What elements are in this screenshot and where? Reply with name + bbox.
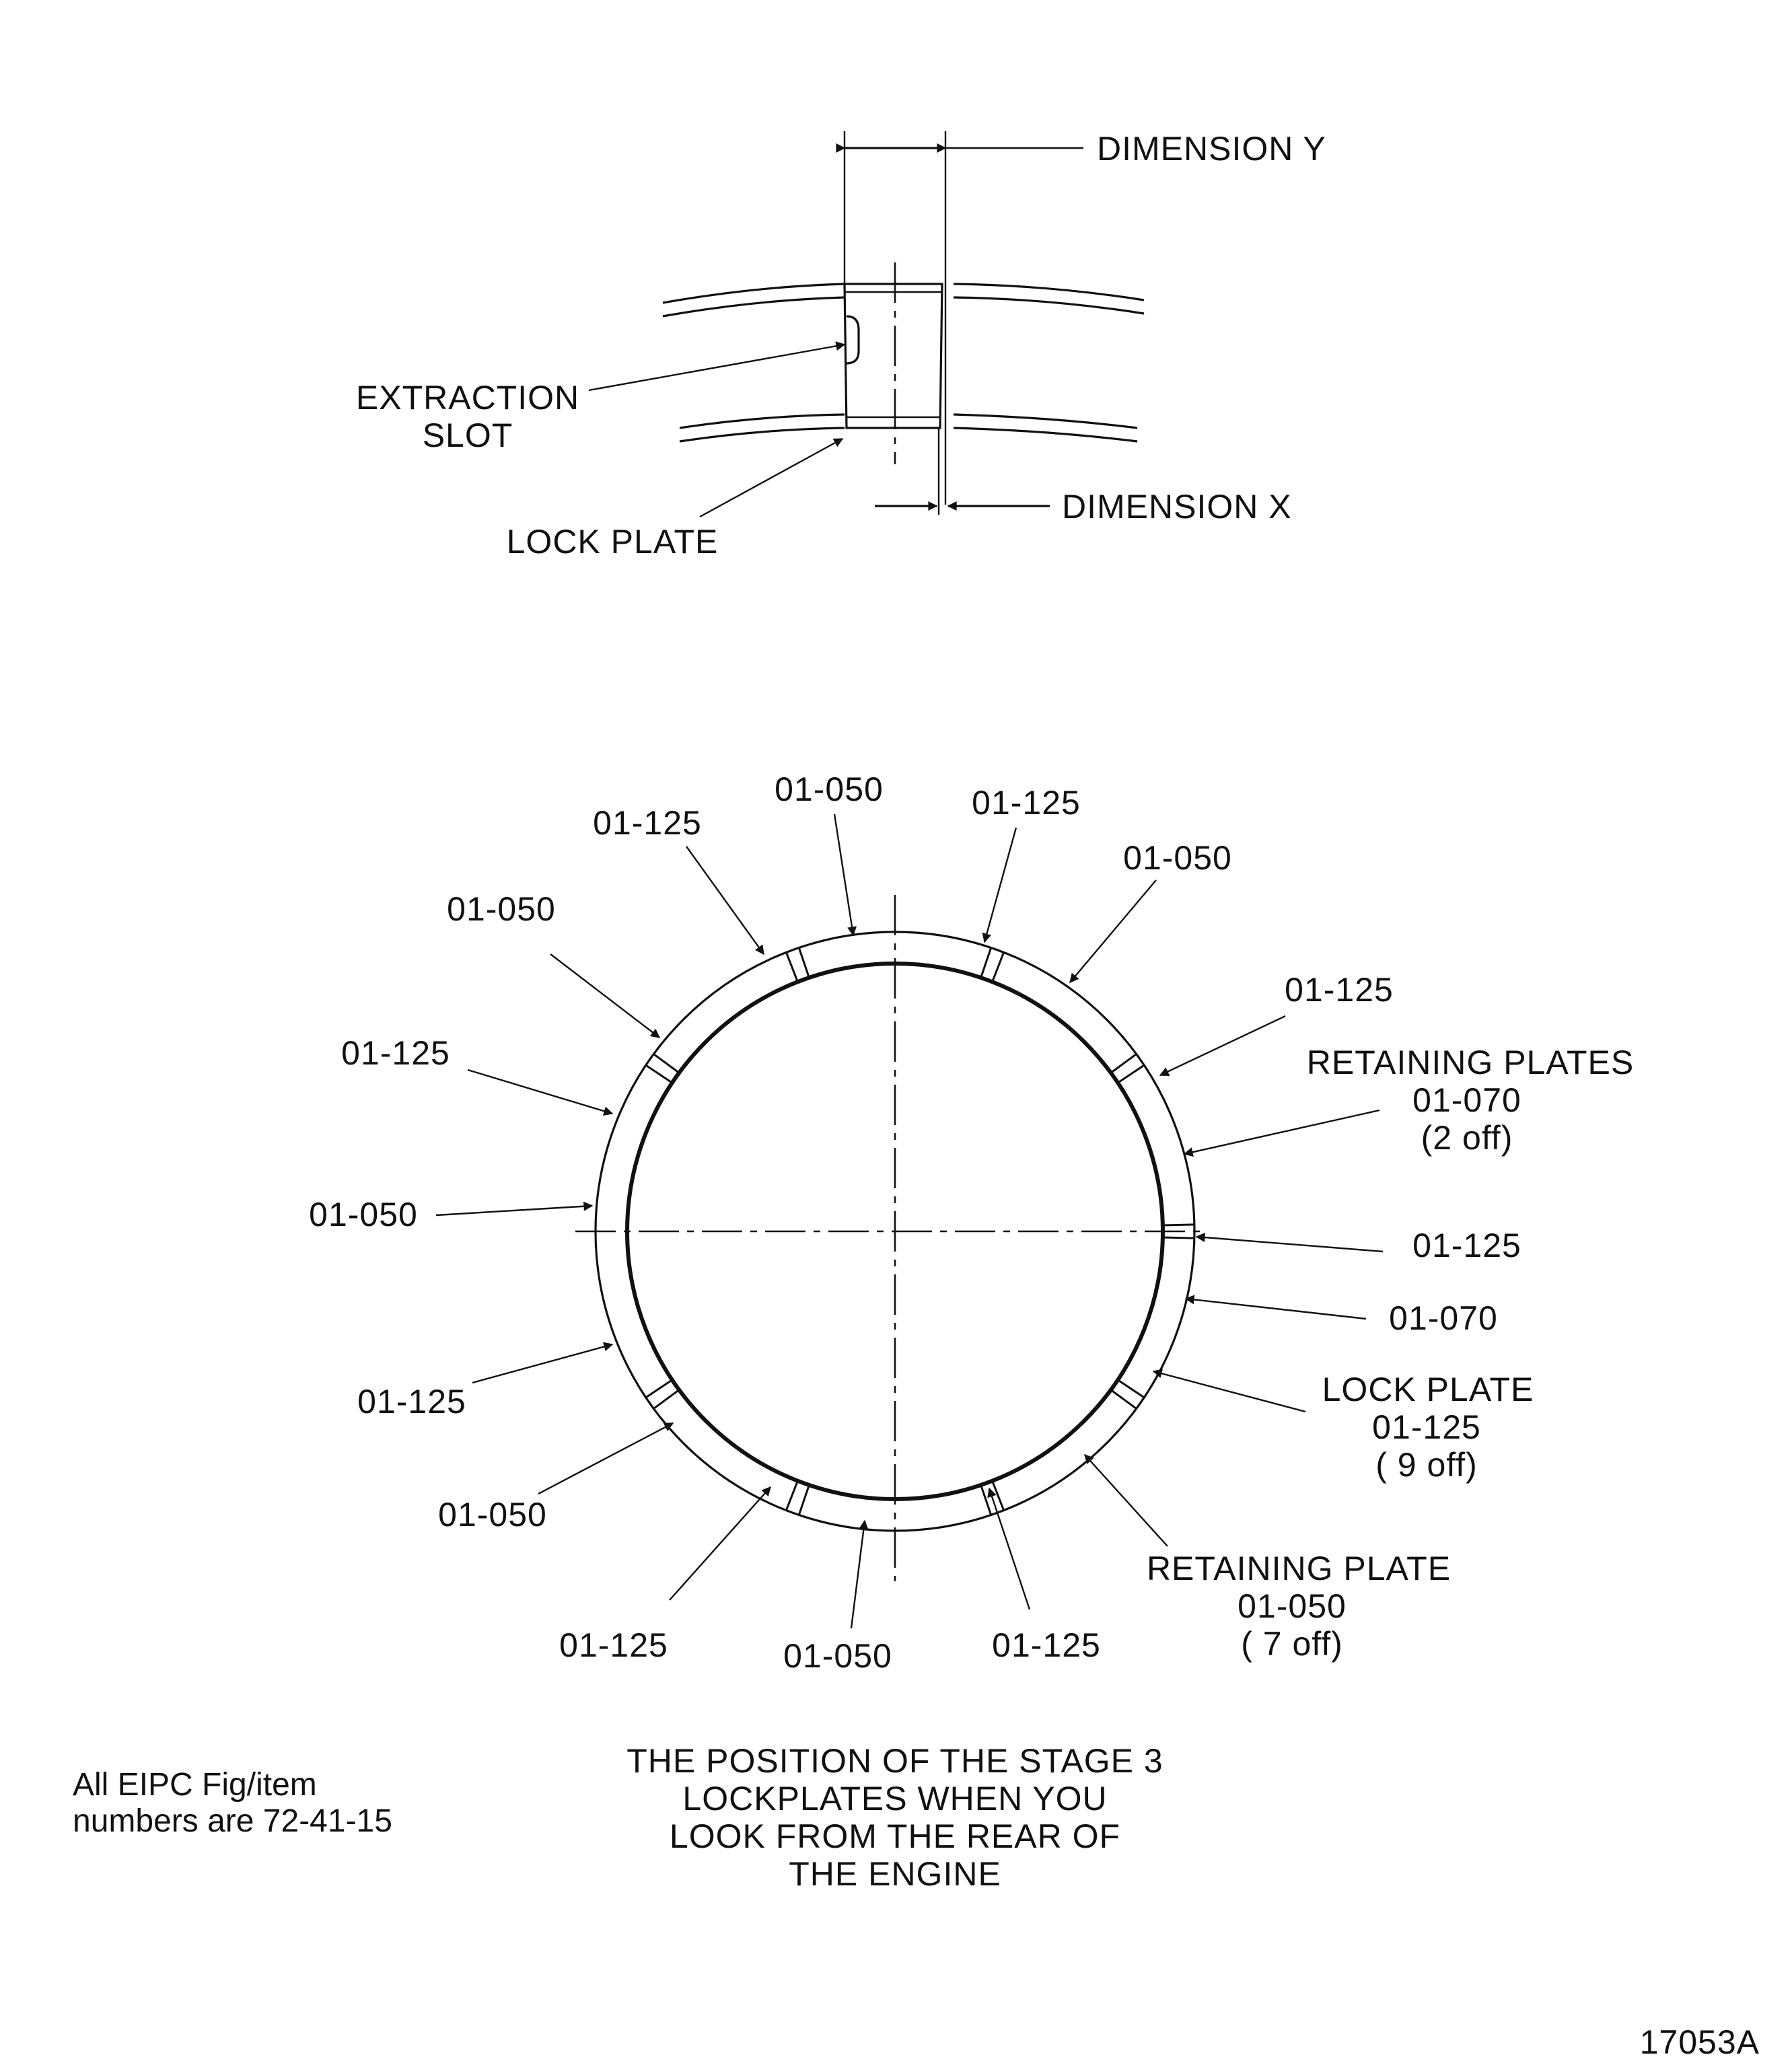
lock-plate-mark-8-1: [653, 1054, 679, 1073]
callout-retaining-plates-title: RETAINING PLATES: [1306, 1044, 1635, 1081]
leader-bottom-left-125: [670, 1487, 770, 1600]
label-left-125-a: 01-125: [341, 1034, 450, 1072]
caption-line-1: THE POSITION OF THE STAGE 3: [626, 1742, 1163, 1780]
caption-line-2: LOCKPLATES WHEN YOU: [682, 1780, 1108, 1817]
detail-arc-outer-1-left: [663, 284, 845, 303]
leader-retaining-plate-050: [1085, 1455, 1168, 1546]
detail-arc-inner-1-left: [680, 414, 845, 428]
lock-plate-mark-4-0: [1118, 1380, 1144, 1398]
label-right-125-a: 01-125: [1285, 971, 1394, 1009]
label-bottom-left-125: 01-125: [559, 1626, 668, 1664]
callout-lock-plate-number: 01-125: [1372, 1408, 1481, 1446]
lock-plate-mark-0-0: [786, 952, 797, 982]
callout-lock-plate-count: ( 9 off): [1375, 1446, 1478, 1484]
extraction-slot-label-1: EXTRACTION: [355, 379, 580, 417]
caption-line-3: LOOK FROM THE REAR OF: [669, 1817, 1121, 1855]
leader-right-070: [1186, 1299, 1366, 1319]
lock-plate-mark-2-0: [1111, 1054, 1137, 1073]
lock-plate-mark-7-1: [646, 1380, 672, 1398]
lock-plate-mark-6-0: [799, 1485, 809, 1515]
extraction-slot-shape: [847, 316, 859, 363]
lock-plate-mark-2-1: [1118, 1065, 1144, 1083]
callout-retaining-plate-title: RETAINING PLATE: [1146, 1550, 1451, 1587]
lock-plate-mark-7-0: [653, 1390, 679, 1409]
lock-plate-leader: [700, 439, 843, 517]
label-right-070: 01-070: [1389, 1299, 1498, 1337]
label-top-right-125: 01-125: [972, 784, 1081, 822]
detail-arc-inner-2-left: [680, 428, 845, 441]
callout-retaining-plates-number: 01-070: [1412, 1081, 1521, 1119]
callout-lock-plate-title: LOCK PLATE: [1322, 1371, 1534, 1408]
lock-plate-mark-1-1: [993, 952, 1004, 982]
lock-plate-mark-6-1: [786, 1481, 797, 1511]
detail-lock-plate-label: LOCK PLATE: [506, 523, 719, 561]
callouts: [1147, 1044, 1634, 1663]
caption-line-4: THE ENGINE: [789, 1855, 1001, 1893]
label-bottom-050: 01-050: [783, 1637, 892, 1675]
leader-top-050: [834, 814, 853, 935]
label-top-050: 01-050: [775, 770, 884, 808]
leader-top-right-125: [984, 828, 1016, 942]
dimension-y-label: DIMENSION Y: [1097, 130, 1326, 168]
detail-arc-outer-2-right: [954, 297, 1144, 314]
callout-retaining-plate-number: 01-050: [1238, 1587, 1347, 1625]
figure-caption: [626, 1742, 1163, 1893]
ring-labels: [309, 770, 1521, 1675]
lock-plate-mark-0-1: [799, 948, 809, 978]
extraction-slot-leader: [589, 345, 845, 390]
lock-plate-mark-3-1: [1163, 1237, 1194, 1238]
dimension-x-label: DIMENSION X: [1062, 488, 1292, 526]
lock-plate-mark-8-0: [646, 1065, 672, 1083]
extraction-slot-label-2: SLOT: [422, 417, 513, 454]
detail-arc-outer-2-left: [663, 297, 845, 316]
leader-right-125-b: [1196, 1237, 1383, 1252]
leader-left-050: [436, 1206, 592, 1215]
leader-lock-plate-125: [1153, 1371, 1305, 1412]
figure-id: 17053A: [1639, 2023, 1760, 2061]
leader-right-125-a: [1160, 1016, 1285, 1075]
leader-left-125-a: [468, 1070, 612, 1114]
label-upper-right-050: 01-050: [1123, 839, 1232, 877]
leader-retaining-plates-070: [1184, 1110, 1379, 1154]
label-upper-left-050: 01-050: [447, 890, 556, 928]
note-line-1: All EIPC Fig/item: [73, 1767, 317, 1803]
leader-lower-left-050: [538, 1423, 673, 1494]
callout-retaining-plate-count: ( 7 off): [1241, 1625, 1343, 1663]
callout-retaining-plates-count: (2 off): [1421, 1119, 1513, 1157]
eipc-note: [73, 1767, 392, 1839]
label-lower-left-125: 01-125: [357, 1383, 466, 1420]
note-line-2: numbers are 72-41-15: [73, 1803, 392, 1839]
label-lower-left-050: 01-050: [438, 1496, 547, 1533]
ring-leaders: [436, 814, 1383, 1628]
label-left-050: 01-050: [309, 1196, 418, 1233]
leader-lower-left-125: [472, 1344, 612, 1383]
detail-arc-inner-1-right: [954, 414, 1137, 428]
lock-plate-mark-1-0: [981, 948, 991, 978]
detail-arc-inner-2-right: [954, 428, 1137, 441]
leader-bottom-right-125: [989, 1488, 1030, 1610]
lock-plate-mark-4-1: [1111, 1390, 1137, 1409]
leader-bottom-050: [851, 1521, 865, 1628]
stage3-ring: [575, 895, 1205, 1581]
label-top-left-125: 01-125: [593, 804, 702, 842]
label-bottom-right-125: 01-125: [992, 1626, 1101, 1664]
leader-upper-left-050: [550, 954, 659, 1038]
leader-top-left-125: [686, 846, 764, 954]
label-right-125-b: 01-125: [1412, 1227, 1521, 1264]
lock-plate-mark-5-0: [993, 1481, 1004, 1511]
detail-view: [356, 130, 1326, 561]
leader-upper-right-050: [1070, 880, 1156, 982]
